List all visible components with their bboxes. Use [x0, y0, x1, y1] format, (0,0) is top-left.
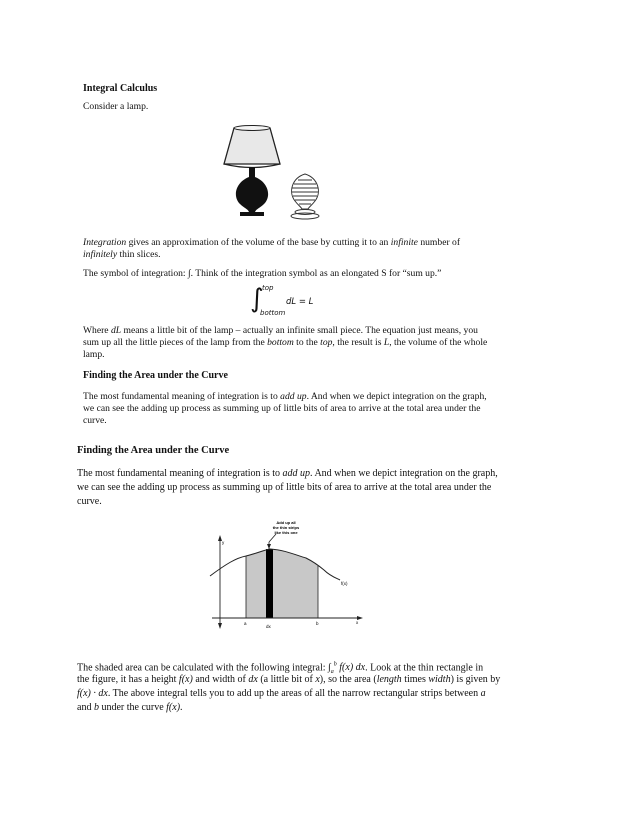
section2-line3: curve. — [77, 496, 102, 507]
y-axis-label: y — [222, 540, 225, 545]
intro-text: Consider a lamp. — [83, 101, 149, 112]
shaded-para-line1: The shaded area can be calculated with the following integral: $\int_a^b$ f(x) dx. Look at the thin rectangle in — [77, 662, 484, 676]
section1-line3: curve. — [83, 415, 107, 426]
section1-heading: Finding the Area under the Curve — [83, 370, 228, 381]
integral-sign: ∫ — [250, 284, 264, 314]
section1-line1: The most fundamental meaning of integration is to add up. And when we depict integration on the graph, — [83, 391, 487, 402]
integral-equation — [250, 284, 330, 320]
lamp-illustration — [218, 122, 358, 222]
where-para-line1: Where dL means a little bit of the lamp – actually an infinite small piece. The equation just means, you — [83, 325, 478, 336]
annotation-line2: the thin strips — [272, 525, 300, 530]
thin-strip — [266, 549, 273, 618]
section1-line2: we can see the adding up process as summing up of little bits of area to arrive at the total area under the — [83, 403, 481, 414]
b-label: b — [316, 621, 319, 626]
integral-upper: top — [262, 284, 274, 292]
section2-line2: we can see the adding up process as summing up of little bits of area to arrive at the total area under the — [77, 482, 492, 493]
shaded-para-line4: and b under the curve f(x). — [77, 702, 183, 713]
section2-heading: Finding the Area under the Curve — [77, 445, 230, 456]
x-axis-label: x — [356, 620, 359, 625]
area-under-curve-graph — [206, 520, 376, 638]
shaded-para-line3: f(x) · dx. The above integral tells you to add up the areas of all the narrow rectangular strips between a — [77, 688, 486, 699]
where-para-line3: lamp. — [83, 349, 105, 360]
section2-line1: The most fundamental meaning of integration is to add up. And when we depict integration on the graph, — [77, 468, 498, 479]
annotation-line3: like this one — [274, 530, 298, 535]
page-title: Integral Calculus — [83, 83, 158, 94]
integral-lower: bottom — [260, 309, 286, 317]
inline-integral: $\int_a^b$ f(x) dx — [328, 662, 366, 676]
dx-label: dx — [266, 624, 271, 629]
shaded-area — [246, 549, 318, 618]
a-label: a — [244, 621, 247, 626]
curve-label: f(x) — [341, 581, 348, 586]
integration-para-line2: infinitely thin slices. — [83, 249, 161, 260]
annotation-line1: Add up all — [276, 520, 296, 525]
integral-body: dL = L — [286, 297, 314, 307]
integration-para-line1: Integration gives an approximation of the volume of the base by cutting it to an infinite number of — [83, 237, 461, 248]
shaded-para-line2: the figure, it has a height f(x) and width of dx (a little bit of x), so the area (length times width) is given by — [77, 674, 501, 685]
symbol-line: The symbol of integration: ∫. Think of the integration symbol as an elongated S for “sum up.” — [83, 268, 442, 279]
where-para-line2: sum up all the little pieces of the lamp from the bottom to the top, the result is L, the volume of the whole — [83, 337, 488, 348]
